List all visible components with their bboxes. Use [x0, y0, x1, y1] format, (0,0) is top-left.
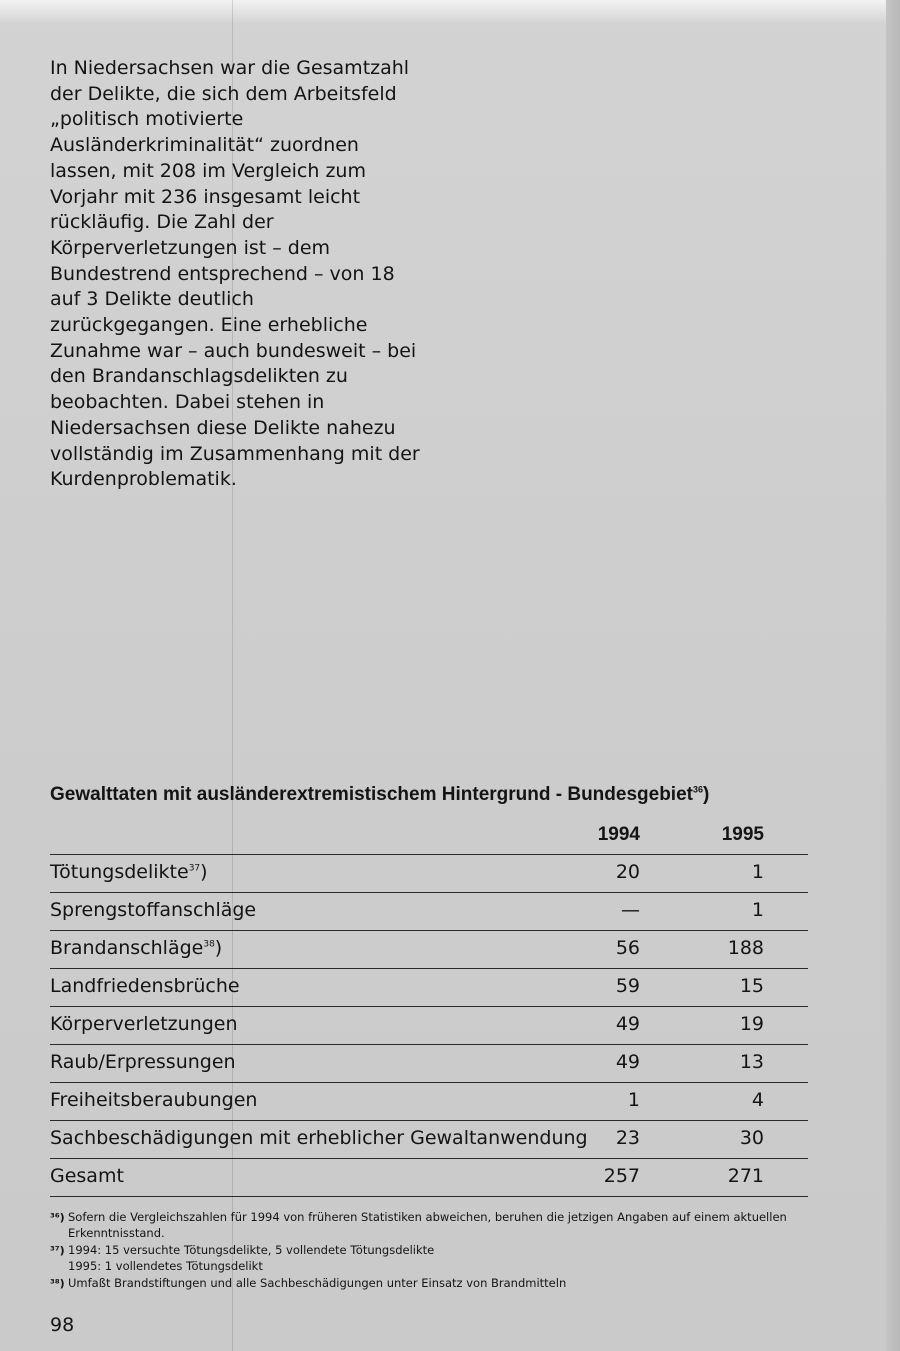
footnote-marker: ³⁸) — [50, 1277, 65, 1290]
row-value-1994: — — [621, 899, 640, 921]
row-footnote-ref: 38 — [203, 939, 215, 950]
row-value-1994: 23 — [615, 1127, 640, 1149]
table-row — [50, 893, 808, 931]
row-value-1995: 188 — [727, 937, 764, 959]
footnote-text: Umfaßt Brandstiftungen und alle Sachbeschädigungen unter Einsatz von Brandmitteln — [68, 1276, 567, 1290]
table-row — [50, 969, 808, 1007]
table-title-footnote-ref: 36 — [692, 784, 703, 795]
row-label-text: Tötungsdelikte — [50, 861, 189, 883]
row-label-text: Sachbeschädigungen mit erheblicher Gewaltanwendung — [50, 1127, 588, 1149]
row-value-1994: 20 — [615, 861, 640, 883]
footnotes — [50, 1210, 790, 1294]
row-footnote-ref: 37 — [188, 863, 201, 874]
table-body — [50, 855, 808, 1197]
table-row-total — [50, 1159, 808, 1197]
row-value-1994: 49 — [615, 1013, 640, 1035]
table-row — [50, 1121, 808, 1159]
row-label-text: Landfriedensbrüche — [50, 975, 240, 997]
table-row — [50, 931, 808, 969]
row-label — [50, 1165, 124, 1187]
row-value-1994: 56 — [615, 937, 640, 959]
row-value-1995: 15 — [739, 975, 764, 997]
row-label-text: Körperverletzungen — [50, 1013, 238, 1035]
row-value-1995: 1 — [751, 899, 764, 921]
footnote — [50, 1210, 790, 1241]
footnote-text: 1994: 15 versuchte Tötungsdelikte, 5 vollendete Tötungsdelikte — [68, 1243, 435, 1257]
page-right-edge — [886, 0, 900, 1351]
page-top-edge — [0, 0, 900, 22]
row-label-text: Raub/Erpressungen — [50, 1051, 236, 1073]
table-header — [50, 820, 808, 855]
row-footnote-close: ) — [200, 861, 208, 883]
row-value-1995: 13 — [739, 1051, 764, 1073]
row-value-1995: 4 — [751, 1089, 764, 1111]
row-value-1994: 49 — [615, 1051, 640, 1073]
row-label — [50, 1127, 588, 1149]
row-label — [50, 1051, 236, 1073]
table-row — [50, 855, 808, 893]
row-label — [50, 1013, 238, 1035]
table-title — [50, 784, 810, 806]
footnote-marker: ³⁷) — [50, 1244, 65, 1257]
row-value-1995: 1 — [751, 861, 764, 883]
row-label — [50, 937, 222, 959]
page-number: 98 — [50, 1314, 75, 1336]
footnote-marker: ³⁶) — [50, 1211, 65, 1224]
row-label-text: Brandanschläge — [50, 937, 204, 959]
footnote-text: Sofern die Vergleichszahlen für 1994 von früheren Statistiken abweichen, beruhen die jetzigen Angaben auf einem aktuellen Erkenntnisstand. — [68, 1210, 787, 1240]
row-label-text: Sprengstoffanschläge — [50, 899, 257, 921]
row-label — [50, 975, 240, 997]
row-value-1994: 59 — [615, 975, 640, 997]
header-year-1994: 1994 — [597, 824, 640, 845]
row-label — [50, 899, 256, 921]
table-row — [50, 1045, 808, 1083]
table-row — [50, 1083, 808, 1121]
row-label — [50, 1089, 257, 1111]
header-year-1995: 1995 — [721, 824, 764, 845]
row-value-1994: 257 — [603, 1165, 640, 1187]
row-label-text: Freiheitsberaubungen — [50, 1089, 258, 1111]
table-row — [50, 1007, 808, 1045]
table-title-footnote-close: ) — [703, 784, 710, 805]
row-value-1994: 1 — [627, 1089, 640, 1111]
row-value-1995: 271 — [727, 1165, 764, 1187]
row-label-text: Gesamt — [50, 1165, 124, 1187]
body-paragraph: In Niedersachsen war die Gesamtzahl der Delikte, die sich dem Arbeitsfeld „politisch motivierte Ausländerkriminalität“ zuordnen lassen, mit 208 im Vergleich zum Vorjahr mit 236 insgesamt leicht rückläufig. Die Zahl der Körperverletzungen ist – dem Bundestrend entsprechend – von 18 auf 3 Delikte deutlich zurückgegangen. Eine erhebliche Zunahme war – auch bundesweit – bei den Brandanschlagsdelikten zu beobachten. Dabei stehen in Niedersachsen diese Delikte nahezu vollständig im Zusammenhang mit der Kurdenproblematik. — [50, 57, 420, 491]
footnote — [50, 1276, 790, 1292]
row-label — [50, 861, 208, 883]
footnote — [50, 1243, 790, 1274]
footnote-subline: 1995: 1 vollendetes Tötungsdelikt — [68, 1258, 263, 1273]
row-value-1995: 30 — [739, 1127, 764, 1149]
row-footnote-close: ) — [214, 937, 223, 959]
table-title-text: Gewalttaten mit ausländerextremistischem Hintergrund - Bundesgebiet — [50, 784, 693, 805]
row-value-1995: 19 — [739, 1013, 764, 1035]
